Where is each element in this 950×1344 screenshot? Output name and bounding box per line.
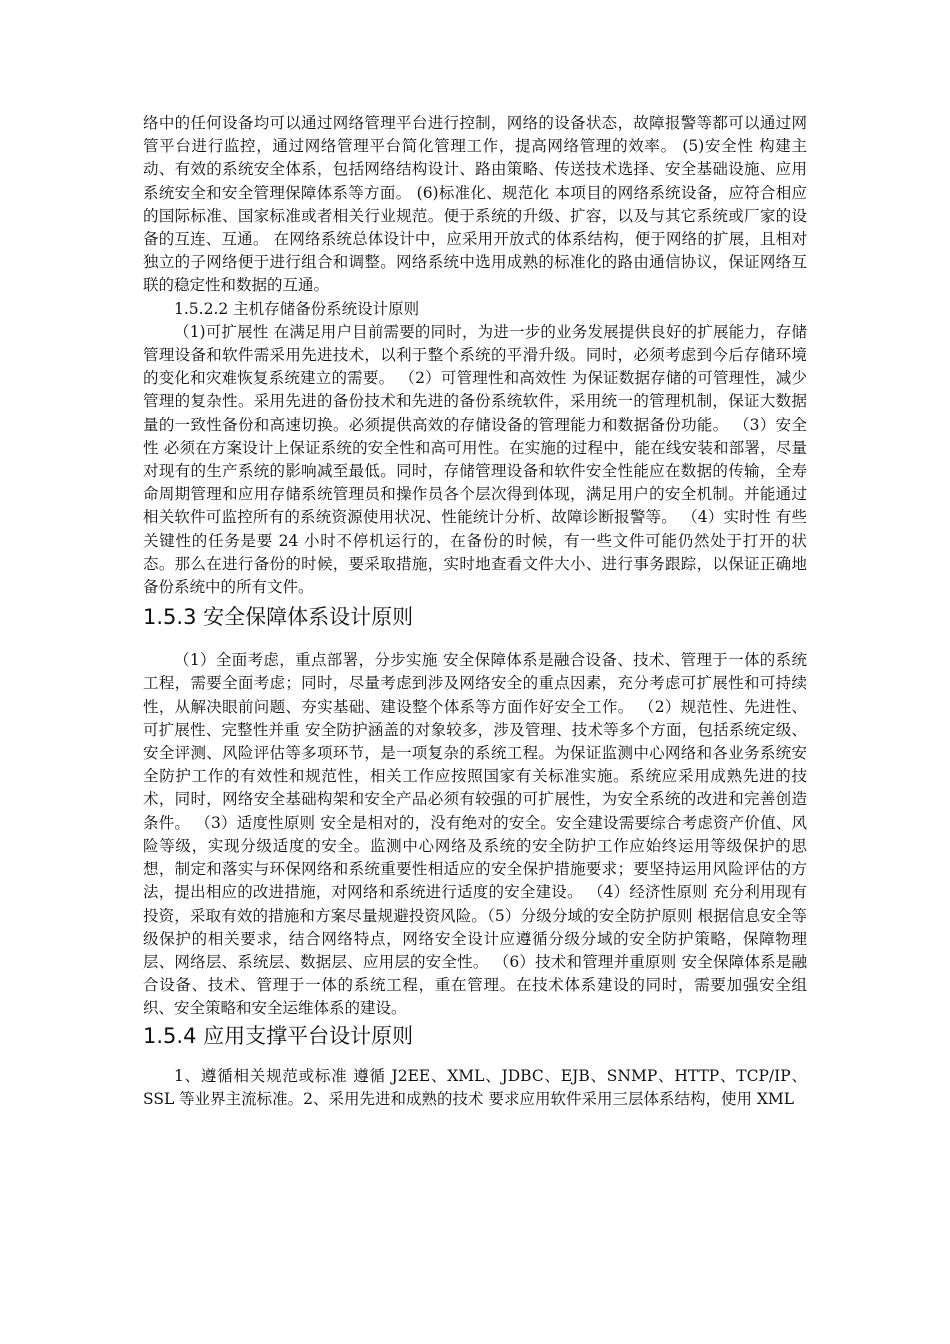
subheading-storage-backup: 1.5.2.2 主机存储备份系统设计原则 [174,299,420,318]
paragraph-network-principles: 络中的任何设备均可以通过网络管理平台进行控制，网络的设备状态，故障报警等都可以通过网管平台进行监控，通过网络管理平台简化管理工作，提高网络管理的效率。 (5)安全性 构建主动、有效的系统安全体系，包括网络结构设计、路由策略、传送技术选择、安全基础设施、应用系统安全和安全管理保障体系等方面。 (6)标准化、规范化 本项目的网络系统设备，应符合相应的国际标准、国家标准或者相关行业规范。便于系统的升级、扩容，以及与其它系统或厂家的设备的互连、互通。 在网络系统总体设计中，应采用开放式的体系结构，便于网络的扩展，且相对独立的子网络便于进行组合和调整。网络系统中选用成熟的标准化的路由通信协议，保证网络互联的稳定性和数据的互通。 [143,114,807,295]
heading-security-system: 1.5.3 安全保障体系设计原则 [143,605,414,630]
paragraph-storage-principles: （1)可扩展性 在满足用户目前需要的同时，为进一步的业务发展提供良好的扩展能力，存储管理设备和软件需采用先进技术，以利于整个系统的平滑升级。同时，必须考虑到今后存储环境的变化和灾难恢复系统建立的需要。 （2）可管理性和高效性 为保证数据存储的可管理性，减少管理的复杂性。采用先进的备份技术和先进的备份系统软件，采用统一的管理机制，保证大数据量的一致性备份和高速切换。必须提供高效的存储设备的管理能力和数据备份功能。 （3）安全性 必须在方案设计上保证系统的安全性和高可用性。在实施的过程中，能在线安装和部署，尽量对现有的生产系统的影响减至最低。同时，存储管理设备和软件安全性能应在数据的传输，全寿命周期管理和应用存储系统管理员和操作员各个层次得到体现，满足用户的安全机制。并能通过相关软件可监控所有的系统资源使用状况、性能统计分析、故障诊断报警等。 （4）实时性 有些关键性的任务是要 24 小时不停机运行的，在备份的时候，有一些文件可能仍然处于打开的状态。那么在进行备份的时候，要采取措施，实时地查看文件大小、进行事务跟踪，以保证正确地备份系统中的所有文件。 [143,322,807,597]
paragraph-security-principles: （1）全面考虑，重点部署，分步实施 安全保障体系是融合设备、技术、管理于一体的系统工程，需要全面考虑；同时，尽量考虑到涉及网络安全的重点因素，充分考虑可扩展性和可持续性，从解决眼前问题、夯实基础、建设整个体系等方面作好安全工作。 （2）规范性、先进性、可扩展性、完整性并重 安全防护涵盖的对象较多，涉及管理、技术等多个方面，包括系统定级、安全评测、风险评估等多项环节，是一项复杂的系统工程。为保证监测中心网络和各业务系统安全防护工作的有效性和规范性，相关工作应按照国家有关标准实施。系统应采用成熟先进的技术，同时，网络安全基础构架和安全产品必须有较强的可扩展性，为安全系统的改进和完善创造条件。 （3）适度性原则 安全是相对的，没有绝对的安全。安全建设需要综合考虑资产价值、风险等级，实现分级适度的安全。监测中心网络及系统的安全防护工作应始终运用等级保护的思想，制定和落实与环保网络和系统重要性相适应的安全保护措施要求；要坚持运用风险评估的方法，提出相应的改进措施，对网络和系统进行适度的安全建设。 （4）经济性原则 充分利用现有投资，采取有效的措施和方案尽量规避投资风险。（5）分级分域的安全防护原则 根据信息安全等级保护的相关要求，结合网络特点，网络安全设计应遵循分级分域的安全防护策略，保障物理层、网络层、系统层、数据层、应用层的安全性。 （6）技术和管理并重原则 安全保障体系是融合设备、技术、管理于一体的系统工程，重在管理。在技术体系建设的同时，需要加强安全组织、安全策略和安全运维体系的建设。 [143,651,807,1018]
heading-application-platform: 1.5.4 应用支撑平台设计原则 [143,1023,414,1048]
paragraph-platform-principles: 1、遵循相关规范或标准 遵循 J2EE、XML、JDBC、EJB、SNMP、HTTP、TCP/IP、SSL 等业界主流标准。2、采用先进和成熟的技术 要求应用软件采用三层体系结构，使用 XML [143,1066,807,1108]
document-page [143,112,807,1111]
